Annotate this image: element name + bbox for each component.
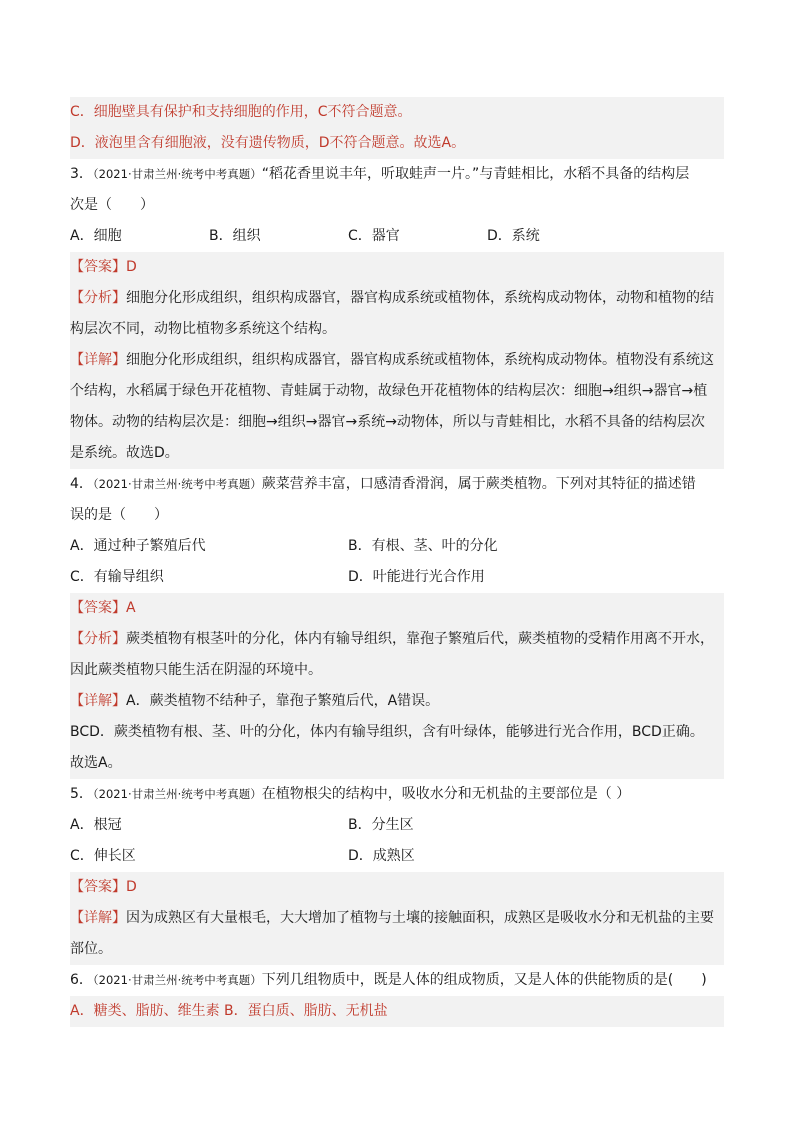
q4-answer bbox=[70, 593, 724, 624]
q3-stem-text: “稻花香里说丰年，听取蛙声一片。”与青蛙相比，水稻不具备的结构层 bbox=[261, 166, 690, 182]
analysis-tag: 【分析】 bbox=[70, 631, 126, 647]
answer-tag: 【答案】 bbox=[70, 600, 126, 616]
q3-number: 3． bbox=[70, 166, 93, 182]
q4-detail-cont-1: BCD．蕨类植物有根、茎、叶的分化，体内有输导组织，含有叶绿体，能够进行光合作用，BCD正确。 bbox=[70, 717, 724, 748]
detail-text: 因为成熟区有大量根毛，大大增加了植物与土壤的接触面积，成熟区是吸收水分和无机盐的主要 bbox=[126, 910, 714, 926]
q3-option-a: A．细胞 bbox=[70, 228, 122, 244]
q4-option-a: A．通过种子繁殖后代 bbox=[70, 538, 206, 554]
q6-stem bbox=[70, 965, 724, 996]
q5-option-d: D．成熟区 bbox=[348, 848, 415, 864]
q4-stem-text: 蕨菜营养丰富，口感清香滑润，属于蕨类植物。下列对其特征的描述错 bbox=[261, 476, 696, 492]
q5-answer bbox=[70, 872, 724, 903]
q3-stem bbox=[70, 159, 724, 190]
q3-option-b: B．组织 bbox=[209, 228, 261, 244]
detail-text: A．蕨类植物不结种子，靠孢子繁殖后代，A错误。 bbox=[126, 693, 440, 709]
analysis-text: 细胞分化形成组织，组织构成器官，器官构成系统或植物体，系统构成动物体，动物和植物的结 bbox=[126, 290, 714, 306]
detail-tag: 【详解】 bbox=[70, 910, 126, 926]
q5-detail-cont: 部位。 bbox=[70, 934, 724, 965]
detail-tag: 【详解】 bbox=[70, 352, 126, 368]
q5-source: （2021·甘肃兰州·统考中考真题） bbox=[92, 787, 262, 801]
q3-option-d: D．系统 bbox=[487, 228, 540, 244]
q4-stem-cont: 误的是（ ） bbox=[70, 507, 168, 523]
q4-option-c: C．有输导组织 bbox=[70, 569, 164, 585]
q5-options-row1 bbox=[70, 810, 724, 841]
answer-tag: 【答案】 bbox=[70, 879, 126, 895]
analysis-tag: 【分析】 bbox=[70, 290, 126, 306]
analysis-text: 蕨类植物有根茎叶的分化，体内有输导组织，靠孢子繁殖后代，蕨类植物的受精作用离不开水， bbox=[126, 631, 714, 647]
q5-detail bbox=[70, 903, 724, 934]
q4-detail-cont-2: 故选A。 bbox=[70, 748, 724, 779]
q3-analysis bbox=[70, 283, 724, 314]
q4-option-b: B．有根、茎、叶的分化 bbox=[348, 538, 498, 554]
q6-source: （2021·甘肃兰州·统考中考真题） bbox=[92, 973, 262, 987]
q4-options-row1 bbox=[70, 531, 724, 562]
q4-detail bbox=[70, 686, 724, 717]
q4-stem bbox=[70, 469, 724, 500]
q5-number: 5． bbox=[70, 786, 93, 802]
q2-option-c-explanation: C．细胞壁具有保护和支持细胞的作用，C不符合题意。 bbox=[70, 97, 724, 128]
q5-option-c: C．伸长区 bbox=[70, 848, 136, 864]
q6-number: 6． bbox=[70, 972, 93, 988]
q6-stem-text: 下列几组物质中，既是人体的组成物质，又是人体的供能物质的是( ) bbox=[261, 972, 707, 988]
answer-value: A bbox=[126, 600, 136, 616]
q5-stem-text: 在植物根尖的结构中，吸收水分和无机盐的主要部位是（ ） bbox=[261, 786, 631, 802]
q4-option-d: D．叶能进行光合作用 bbox=[348, 569, 485, 585]
question-content bbox=[70, 97, 724, 1027]
q3-detail-cont-2: 物体。动物的结构层次是：细胞→组织→器官→系统→动物体，所以与青蛙相比，水稻不具备的结构层次 bbox=[70, 407, 724, 438]
q3-detail-cont-1: 个结构，水稻属于绿色开花植物、青蛙属于动物，故绿色开花植物体的结构层次：细胞→组织→器官→植 bbox=[70, 376, 724, 407]
q5-option-b: B．分生区 bbox=[348, 817, 414, 833]
q3-stem-cont: 次是（ ） bbox=[70, 197, 154, 213]
q5-options-row2 bbox=[70, 841, 724, 872]
q5-option-a: A．根冠 bbox=[70, 817, 122, 833]
q3-option-c: C．器官 bbox=[348, 228, 400, 244]
q4-analysis-cont: 因此蕨类植物只能生活在阴湿的环境中。 bbox=[70, 655, 724, 686]
q3-analysis-cont: 构层次不同，动物比植物多系统这个结构。 bbox=[70, 314, 724, 345]
q4-number: 4． bbox=[70, 476, 93, 492]
q3-answer bbox=[70, 252, 724, 283]
answer-tag: 【答案】 bbox=[70, 259, 126, 275]
q3-detail-cont-3: 是系统。故选D。 bbox=[70, 438, 724, 469]
q5-stem bbox=[70, 779, 724, 810]
answer-value: D bbox=[126, 879, 137, 895]
q3-source: （2021·甘肃兰州·统考中考真题） bbox=[92, 167, 262, 181]
q3-detail bbox=[70, 345, 724, 376]
answer-value: D bbox=[126, 259, 137, 275]
q4-analysis bbox=[70, 624, 724, 655]
detail-tag: 【详解】 bbox=[70, 693, 126, 709]
q4-options-row2 bbox=[70, 562, 724, 593]
q6-options-ab: A．糖类、脂肪、维生素 B．蛋白质、脂肪、无机盐 bbox=[70, 996, 724, 1027]
detail-text: 细胞分化形成组织，组织构成器官，器官构成系统或植物体，系统构成动物体。植物没有系统这 bbox=[126, 352, 714, 368]
q3-options bbox=[70, 221, 724, 252]
q2-option-d-explanation: D．液泡里含有细胞液，没有遗传物质，D不符合题意。故选A。 bbox=[70, 128, 724, 159]
q4-source: （2021·甘肃兰州·统考中考真题） bbox=[92, 477, 262, 491]
